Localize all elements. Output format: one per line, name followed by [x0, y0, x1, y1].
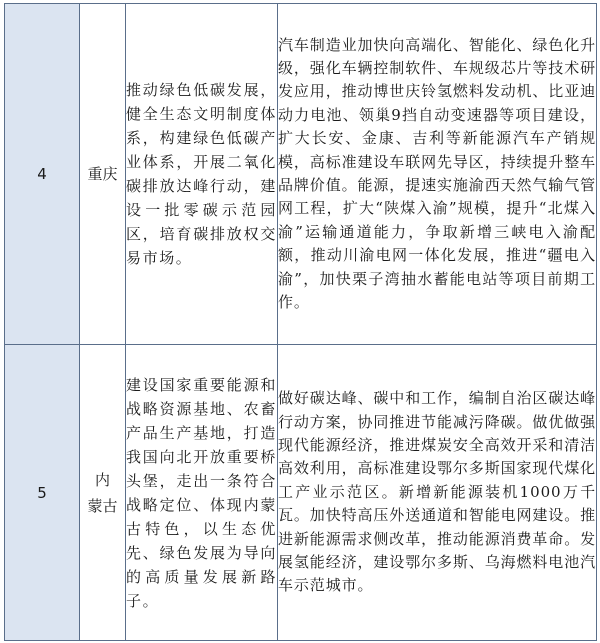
- row-index: 4: [5, 4, 80, 345]
- table-row: [5, 345, 597, 641]
- development-goal: 推动绿色低碳发展，健全生态文明制度体系，构建绿色低碳产业体系，开展二氧化碳排放达峰行动，建设一批零碳示范园区，培育碳排放权交易市场。: [126, 4, 278, 345]
- province-line: 重庆: [87, 165, 118, 183]
- province-line: 内: [94, 470, 110, 489]
- province-line: 蒙古: [87, 496, 118, 515]
- province-name: [80, 4, 126, 345]
- key-measures: 做好碳达峰、碳中和工作，编制自治区碳达峰行动方案，协同推进节能减污降碳。做优做强现代能源经济，推进煤炭安全高效开采和清洁高效利用，高标准建设鄂尔多斯国家现代煤化工产业示范区。新增新能源装机1000万千瓦。加快特高压外送通道和智能电网建设。推进新能源需求侧改革，推动能源消费革命。发展氢能经济，建设鄂尔多斯、乌海燃料电池汽车示范城市。: [278, 345, 597, 641]
- province-name: [80, 345, 126, 641]
- key-measures: 汽车制造业加快向高端化、智能化、绿色化升级，强化车辆控制软件、车规级芯片等技术研发应用，推动博世庆铃氢燃料发动机、比亚迪动力电池、领巢9挡自动变速器等项目建设，扩大长安、金康、吉利等新能源汽车产销规模，高标准建设车联网先导区，持续提升整车品牌价值。能源，提速实施渝西天然气输气管网工程，扩大“陕煤入渝”规模，提升“北煤入渝”运输通道能力，争取新增三峡电入渝配额，推动川渝电网一体化发展，推进“疆电入渝”，加快栗子湾抽水蓄能电站等项目前期工作。: [278, 4, 597, 345]
- row-index: 5: [5, 345, 80, 641]
- table-row: [5, 4, 597, 345]
- development-goal: 建设国家重要能源和战略资源基地、农畜产品生产基地，打造我国向北开放重要桥头堡，走出一条符合战略定位、体现内蒙古特色，以生态优先、绿色发展为导向的高质量发展新路子。: [126, 345, 278, 641]
- policy-table: [4, 3, 597, 641]
